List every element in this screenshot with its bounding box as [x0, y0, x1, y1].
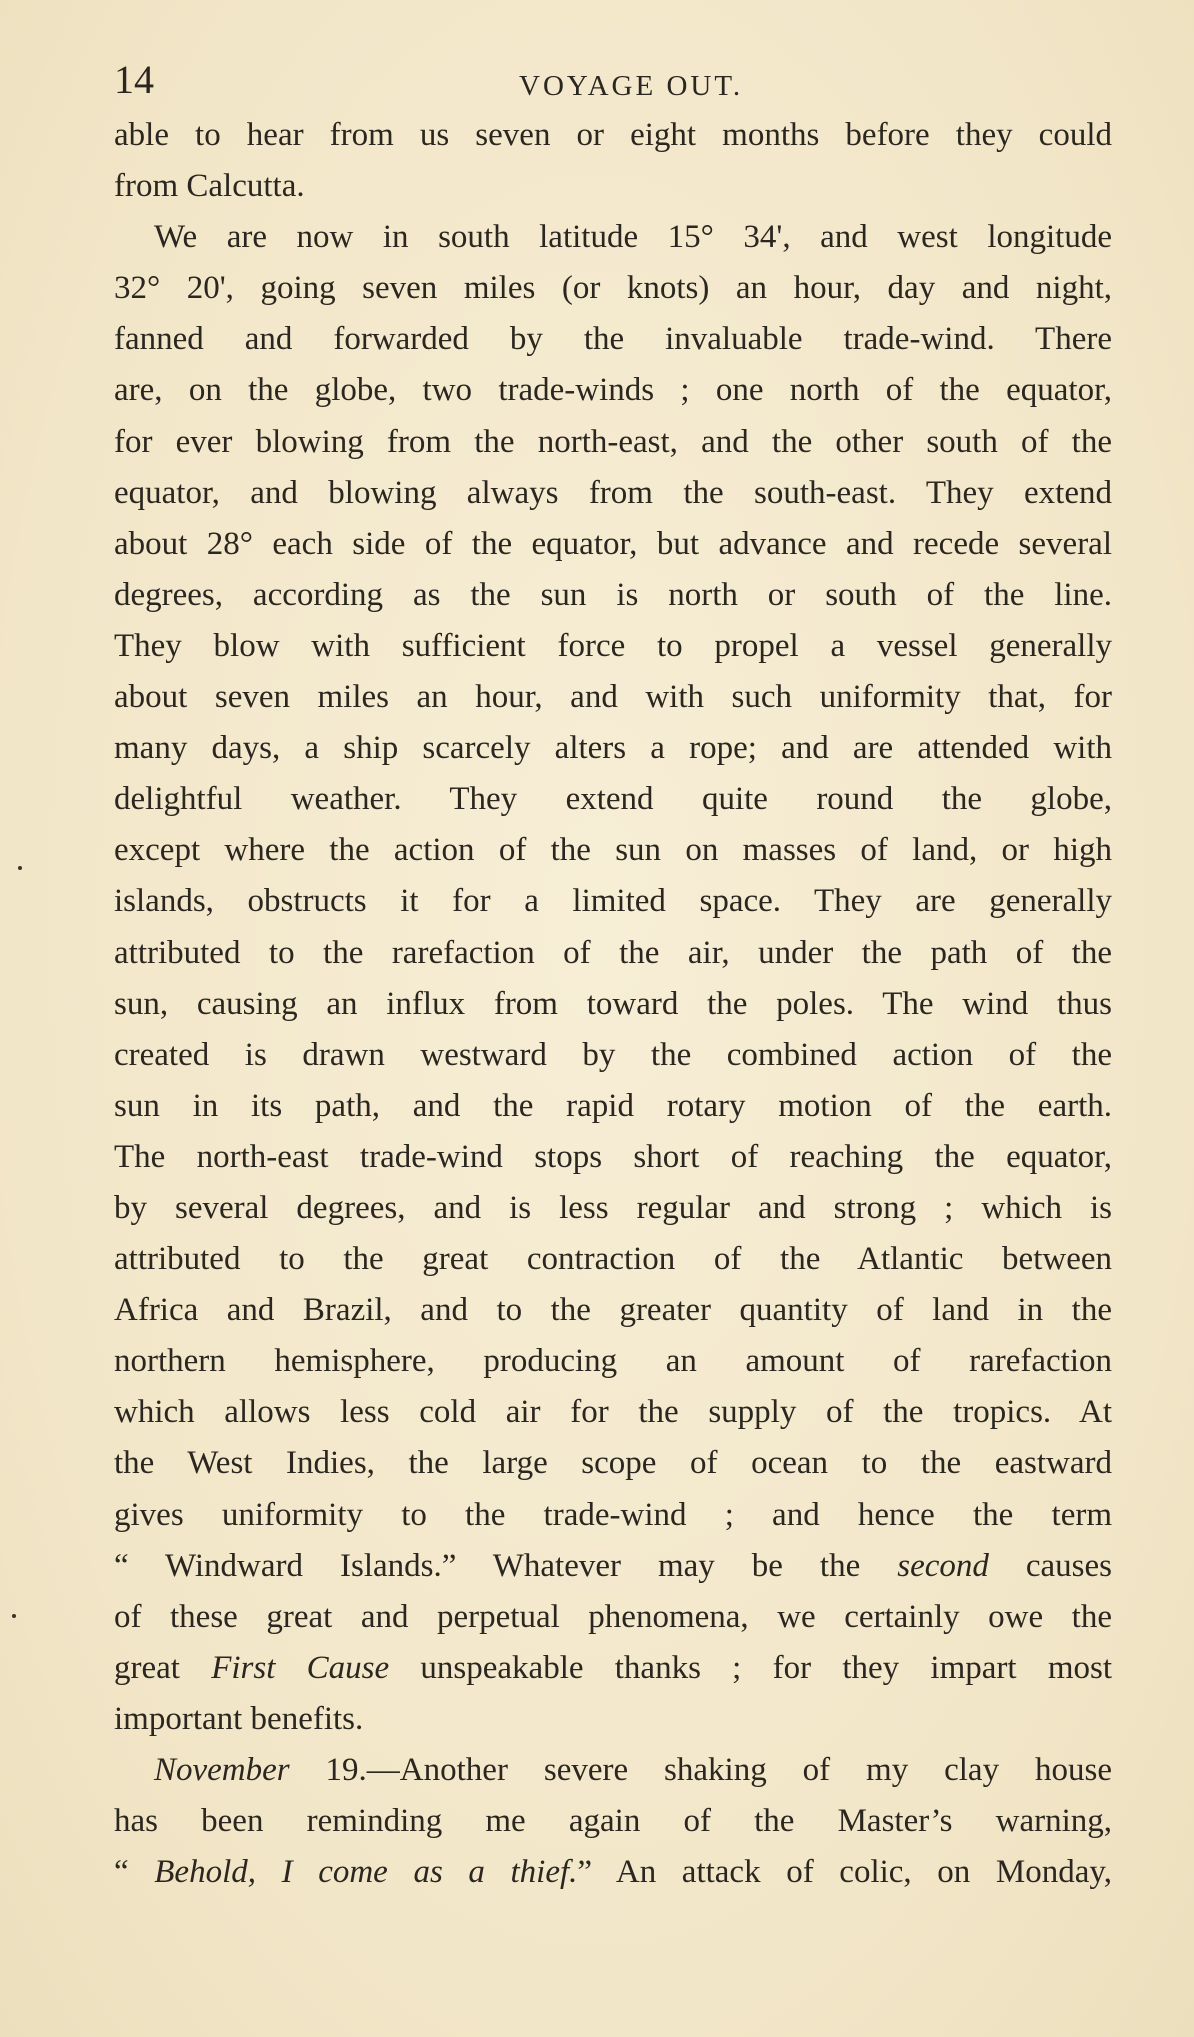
text-line: gives uniformity to the trade-wind ; and hence the term — [114, 1496, 1112, 1533]
text-line: sun in its path, and the rapid rotary motion of the earth. — [114, 1087, 1112, 1124]
running-head: VOYAGE OUT. — [519, 70, 744, 102]
italic-text: First Cause — [211, 1649, 390, 1686]
text-line: We are now in south latitude 15° 34', and west longitude — [154, 219, 1112, 256]
text-line: for ever blowing from the north-east, and the other south of the — [114, 423, 1112, 460]
text-segment: “ Windward Islands.” Whatever may be the — [114, 1547, 898, 1584]
text-line: attributed to the great contraction of the Atlantic between — [114, 1241, 1112, 1278]
text-line: northern hemisphere, producing an amount of rarefaction — [114, 1343, 1112, 1380]
text-line: by several degrees, and is less regular and strong ; which is — [114, 1189, 1112, 1226]
text-line: created is drawn westward by the combined action of the — [114, 1036, 1112, 1073]
text-line: many days, a ship scarcely alters a rope; and are attended with — [114, 730, 1112, 767]
text-line: the West Indies, the large scope of ocean to the eastward — [114, 1445, 1112, 1482]
paper-speck — [12, 1614, 16, 1618]
text-segment: great — [114, 1649, 212, 1686]
body-text — [114, 110, 1112, 1898]
text-segment: unspeakable thanks ; for they impart most — [389, 1649, 1112, 1686]
paper-speck — [18, 866, 22, 870]
italic-text: Behold, I come as a thief. — [154, 1854, 578, 1891]
text-line: sun, causing an influx from toward the poles. The wind thus — [114, 985, 1112, 1022]
text-line — [114, 1643, 1112, 1694]
text-line: 32° 20', going seven miles (or knots) an hour, day and night, — [114, 270, 1112, 307]
text-line: has been reminding me again of the Master’s warning, — [114, 1803, 1112, 1840]
text-line: equator, and blowing always from the south-east. They extend — [114, 474, 1112, 511]
text-line: attributed to the rarefaction of the air, under the path of the — [114, 934, 1112, 971]
text-line: The north-east trade-wind stops short of reaching the equator, — [114, 1138, 1112, 1175]
text-line: They blow with sufficient force to propel a vessel generally — [114, 627, 1112, 664]
text-line: fanned and forwarded by the invaluable trade-wind. There — [114, 321, 1112, 358]
text-line: able to hear from us seven or eight months before they could — [114, 117, 1112, 153]
text-line: which allows less cold air for the supply of the tropics. At — [114, 1394, 1112, 1431]
text-line: important benefits. — [114, 1700, 364, 1737]
text-line: degrees, according as the sun is north or south of the line. — [114, 576, 1112, 613]
text-segment: ” An attack of colic, on Monday, — [577, 1854, 1112, 1891]
page-number: 14 — [114, 57, 154, 102]
text-line: about seven miles an hour, and with such uniformity that, for — [114, 679, 1112, 716]
text-line: islands, obstructs it for a limited space. They are generally — [114, 883, 1112, 920]
text-line — [114, 1847, 1112, 1898]
text-line: except where the action of the sun on masses of land, or high — [114, 832, 1112, 869]
page-header — [114, 50, 1114, 110]
text-line: about 28° each side of the equator, but advance and recede several — [114, 525, 1112, 562]
italic-text: November — [154, 1752, 290, 1788]
text-line: delightful weather. They extend quite round the globe, — [114, 781, 1112, 818]
italic-text: second — [897, 1547, 989, 1584]
text-line — [114, 1745, 1112, 1796]
text-segment: causes — [988, 1547, 1112, 1584]
text-line: Africa and Brazil, and to the greater quantity of land in the — [114, 1292, 1112, 1329]
text-line — [114, 1541, 1112, 1592]
text-line: of these great and perpetual phenomena, we certainly owe the — [114, 1598, 1112, 1635]
text-line: from Calcutta. — [114, 168, 305, 205]
text-line: are, on the globe, two trade-winds ; one north of the equator, — [114, 372, 1112, 409]
text-segment: “ — [114, 1854, 155, 1891]
text-segment: 19.—Another severe shaking of my clay house — [289, 1752, 1112, 1788]
